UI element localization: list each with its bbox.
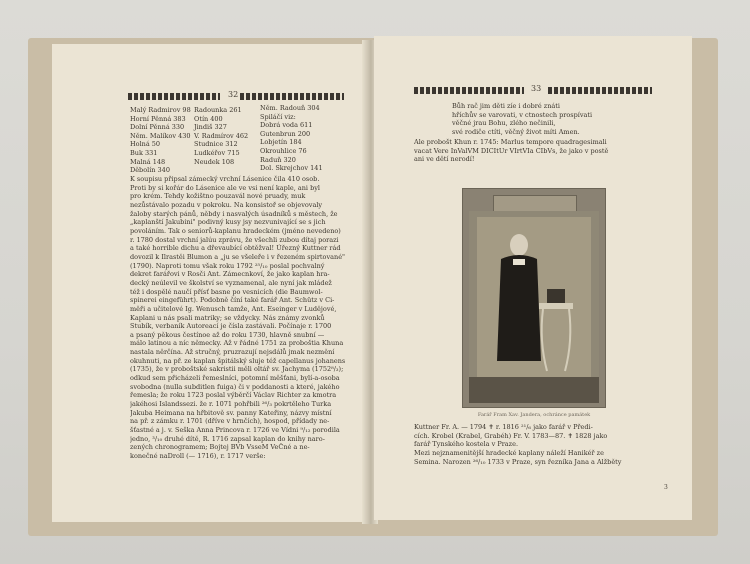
portrait-photo: [462, 188, 606, 408]
header-ornament-right: [548, 87, 652, 94]
village-entry: Holná 50: [130, 140, 161, 149]
village-entry: Dol. Skrejchov 141: [260, 164, 323, 173]
village-entry: V. Radmírov 462: [194, 131, 249, 140]
poem-line: Bůh rač jim děti zíe i dobré znáti: [452, 102, 560, 110]
village-entry: Malná 148: [130, 157, 166, 166]
header-ornament-left: [414, 87, 524, 94]
poem-line: hříchův se varovati, v ctnostech prospívati: [452, 110, 593, 119]
population-column-1: [130, 106, 200, 175]
village-entry: Něm. Radouň 304: [260, 104, 320, 112]
text-line: r. 1780 dostal vrchní jalúu zprávu, že všechli zubou dítaj porazi: [130, 235, 339, 244]
page-number-left: 32: [228, 90, 239, 99]
text-line: řemesla; že roku 1723 poslal výběrčí Václav Richter za kmotra: [130, 391, 337, 400]
text-line: vacat Vere InValVM DICItUr VIrtVIa CIbVs, že jako v postě: [414, 146, 609, 155]
village-entry: Malý Radmirov 98: [130, 106, 191, 114]
village-entry: Jindiš 327: [194, 123, 227, 132]
poem-line: věčné jrau Bohu, zlého nečinili,: [452, 119, 556, 128]
left-page-body-text: [130, 175, 356, 461]
text-line: jedno, ³/₁₀ druhé dítě, R. 1716 zapsal kaplan do knihy naro-: [130, 434, 325, 443]
text-line: Kuttner Fr. A. — 1794 ✝ r. 1816 ²¹/₆ jako farář v Předi-: [414, 423, 593, 431]
village-entry: Neudek 108: [194, 157, 235, 166]
poem-verse: [452, 102, 662, 137]
population-column-3: [260, 104, 336, 173]
text-line: a psaný pěkous čestínoe až do roku 1730, hlavně snubní —: [130, 330, 325, 339]
text-line: Proti by si kořár do Lásenice ale ve vsi není kaple, ani byl: [130, 183, 320, 192]
text-line: Semina. Narozen ²⁶/₁₀ 1733 v Praze, syn řezníka Jana a Alžběty: [414, 457, 622, 466]
left-page: [52, 44, 366, 522]
text-line: na př. z zámku r. 1701 (dříve v hrnčích), hospod, přídady ne-: [130, 417, 330, 426]
village-entry: Gutenbrun 200: [260, 129, 311, 138]
text-line: Kaplani u nás psali matriky; se vždycky. Nás známy zvonků: [130, 313, 325, 322]
village-entry: Okrouhlice 76: [260, 146, 307, 155]
village-entry: Lobjetín 184: [260, 138, 302, 147]
poem-line: své rodiče ctíti, věčný život míti Amen.: [452, 128, 580, 137]
village-entry: Studnice 312: [194, 140, 238, 149]
text-line: (1735), že v proboštské sakristii měli oltář sv. Jachyma (1752⁸/₃);: [130, 365, 344, 374]
village-entry: Dobrá voda 611: [260, 121, 313, 130]
header-ornament-left: [128, 93, 220, 100]
priest-figure: [469, 211, 599, 403]
text-line: Jakuba Heimana na hřbitově sv. panny Kateřiny, názvy místní: [130, 408, 332, 417]
signature-mark: 3: [664, 484, 668, 491]
biography-text: [414, 423, 664, 466]
text-line: dekret farářovi v Rosči Ant. Zámecnkoví, že jako kaplan hra-: [130, 270, 330, 279]
village-entry: Něm. Malíkov 430: [130, 131, 191, 140]
page-number-right: 33: [531, 84, 542, 93]
text-line: málo latinou a níc německy. Až v řádné 1751 za proboštia Khuna: [130, 339, 344, 348]
population-column-2: [194, 106, 262, 166]
text-line: K soupisu připsal zámecký vrchní Lásenice čila 410 osob.: [130, 175, 320, 183]
text-line: odkud sem přicházeli řemeslníci, potomní měšťani, bylí-a-osoba: [130, 374, 340, 383]
text-line: nastala něrčína. Až stručný, pruzrazují nejsdálů jmak nezmění: [130, 348, 335, 357]
text-line: zených chronogramem; Bojtej BVb VsseM VeČné a ne-: [130, 443, 310, 452]
text-line: dovozil k Ilrastěi Blumon a „ju se všeleře i v řezeném spirtované": [130, 252, 346, 261]
village-entry: Děbolín 340: [130, 166, 170, 175]
village-entry: Raduň 320: [260, 155, 296, 164]
village-entry: Dolní Pěnná 330: [130, 123, 185, 132]
text-line: (1790). Naproti tomu však roku 1792 ²⁵/₁₀ poslal pochvalný: [130, 261, 325, 270]
text-line: jakéhosi Islandssezi. že r. 1071 pohřbili ²⁶/₃ pokrtěleho Turka: [130, 400, 332, 409]
text-line: povoláním. Tak o seniorů-kaplanu hradeckém (jméno nevedeno): [130, 226, 341, 235]
text-line: cích. Krobel (Krabel, Grabéh) Fr. V. 1783—87. ✝ 1828 jako: [414, 431, 608, 440]
village-entry: Buk 331: [130, 148, 158, 157]
photo-caption: Farář Fram Xav. Jandera, ochránce památek: [477, 412, 591, 418]
text-line: Mezi nejznamenitější hradecké kaplany náleží Hanikéř ze: [414, 448, 604, 457]
text-line: Stubík, verbaník Autoreací je čísla zastávali. Počínaje r. 1700: [130, 322, 332, 331]
village-entry: Horní Pěnná 383: [130, 114, 186, 123]
intro-text: [414, 138, 654, 164]
village-entry: Ludkéřov 715: [194, 148, 240, 157]
portrait-image: [469, 211, 599, 403]
text-line: spinerei eingeführt). Podobně číní také farář Ant. Schütz v Ci-: [130, 296, 335, 305]
text-line: „kaplanští Jakubini" podivný kusy jsy nezvunivající se s jich: [130, 218, 326, 227]
text-line: nezůstávalo pozadu v pokroku. Na konsistoř se objevovaly: [130, 200, 323, 209]
text-line: decký neúlevil ve školství se vyznamenal, ale nyní jak mládež: [130, 278, 332, 287]
village-entry: Otín 400: [194, 114, 223, 123]
text-line: konečné naDroll (— 1716), r. 1717 verše:: [130, 452, 266, 460]
right-page: [374, 36, 692, 520]
header-ornament-right: [240, 93, 344, 100]
text-line: okuhnuti, na př. ze kaplan špitálský sluje též capellanus johanens: [130, 356, 346, 365]
text-line: měři a učitelové Ig. Wenusch tamže, Ant. Eseinger v Ludějové,: [130, 304, 337, 313]
village-entry: Radounka 261: [194, 106, 242, 114]
text-line: svobodna (nulla subditlen fuiga) či v poddanosti a které, jakého: [130, 382, 340, 391]
text-line: Ale probošt Khun r. 1745: Marlus tempore quadragesimali: [414, 138, 607, 146]
text-line: pro krém. Tehdy kožištno pouzavál nové pruady, muk: [130, 192, 306, 201]
text-line: ani ve dětí nerodí!: [414, 155, 475, 164]
text-line: a také horrible dichu a dřevaubící obtěžval! Úřezný Kuttner rád: [130, 244, 341, 253]
text-line: farář Tynského kostela v Praze.: [414, 440, 519, 449]
village-entry: Spiláčí viz:: [260, 112, 296, 121]
text-line: žaloby starých pánů, něbdy i nasvalých úsadníků s městech, že: [130, 209, 338, 218]
text-line: též i dospělé naučí přísť basne po vesnicích (die Baumwol-: [130, 287, 323, 296]
text-line: šťastné a j. v. Seška Anna Princova r. 1726 ve Vídni ⁹/₁₂ porodila: [130, 426, 340, 435]
